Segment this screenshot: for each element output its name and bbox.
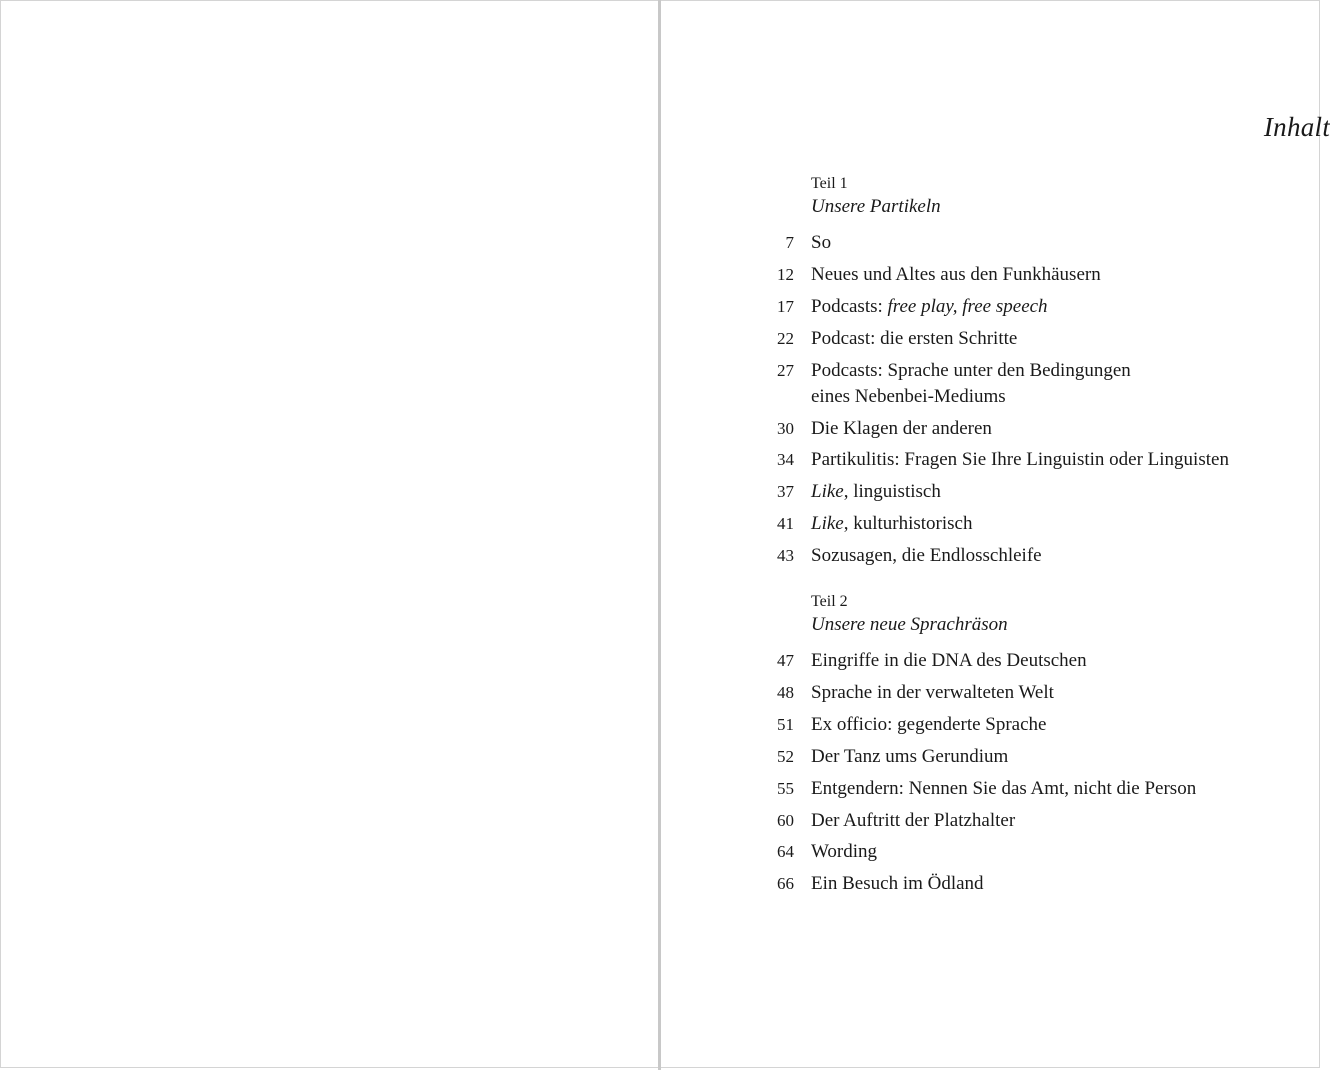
toc-page-number: 51 xyxy=(777,714,794,734)
toc-title-text: Ein Besuch im Ödland xyxy=(811,873,984,895)
toc-entry-title xyxy=(811,294,1241,320)
toc-entry-title xyxy=(811,839,1241,865)
toc-title-italic: Like xyxy=(811,513,844,535)
part-name: Unsere neue Sprachräson xyxy=(811,614,1008,635)
toc-page-number: 37 xyxy=(777,482,794,502)
toc-page-number: 22 xyxy=(777,328,794,348)
toc-entry-title xyxy=(811,808,1241,834)
toc-entry-title xyxy=(811,712,1241,738)
toc-title-text: Die Klagen der anderen xyxy=(811,417,992,439)
toc-page-number: 17 xyxy=(777,296,794,316)
toc-page-number: 66 xyxy=(777,874,794,894)
toc-title-text: So xyxy=(811,232,832,253)
toc-title-text: Wording xyxy=(811,841,878,863)
toc-page-number: 47 xyxy=(777,651,794,670)
toc-entry-title xyxy=(811,479,1241,505)
toc-entry-title xyxy=(811,447,1241,473)
toc-entry-title xyxy=(811,511,1241,537)
toc-entry-title xyxy=(811,744,1241,770)
toc-entry-title xyxy=(811,776,1241,802)
toc-page-number: 43 xyxy=(777,546,794,566)
toc-page-number: 55 xyxy=(777,778,794,798)
part-name: Unsere Partikeln xyxy=(811,196,941,217)
toc-title-text: Podcasts: Sprache unter den Bedingungen xyxy=(811,359,1131,381)
toc-page-number: 27 xyxy=(777,360,794,380)
toc-title-text: Der Tanz ums Gerundium xyxy=(811,745,1009,767)
toc-title-text: Podcasts: xyxy=(811,295,888,317)
toc-entry-title xyxy=(811,871,1241,897)
toc-title-text: Neues und Altes aus den Funkhäusern xyxy=(811,263,1101,285)
toc-title-continuation: eines Nebenbei-Mediums xyxy=(811,385,1006,407)
part-label: Teil 1 xyxy=(811,175,848,192)
toc-title-text: Eingriffe in die DNA des Deutschen xyxy=(811,650,1087,671)
toc-entry-title xyxy=(811,680,1241,706)
toc-entry-title xyxy=(811,416,1241,442)
toc-title-italic: Like xyxy=(811,481,844,503)
toc-title-text: Entgendern: Nennen Sie das Amt, nicht die Person xyxy=(811,777,1197,799)
toc-page-number: 48 xyxy=(777,682,794,702)
toc-title-text: Sozusagen, die Endlosschleife xyxy=(811,545,1042,567)
page-gutter xyxy=(658,0,661,1070)
toc-title-italic: free play, free speech xyxy=(887,295,1048,317)
left-page-blank xyxy=(0,0,661,1068)
toc-page-number: 52 xyxy=(777,746,794,766)
toc-title-text: , kulturhistorisch xyxy=(843,513,973,535)
toc-entry-title xyxy=(811,358,1241,410)
toc-page-number: 30 xyxy=(777,418,794,438)
toc-page-number: 12 xyxy=(777,264,794,284)
part-label: Teil 2 xyxy=(811,593,848,610)
toc-page-number: 7 xyxy=(785,233,794,252)
toc-page-number: 41 xyxy=(777,514,794,534)
toc-entry-title xyxy=(811,230,1241,256)
toc-page-number: 64 xyxy=(777,842,794,862)
toc-title-text: Ex officio: gegenderte Sprache xyxy=(811,713,1047,735)
toc-title: Inhalt xyxy=(1263,112,1330,142)
toc-entry-title xyxy=(811,326,1241,352)
toc-entry-title xyxy=(811,262,1241,288)
toc-title-text: Sprache in der verwalteten Welt xyxy=(811,681,1054,703)
toc-entry-title xyxy=(811,543,1241,569)
toc-title-text: , linguistisch xyxy=(843,481,941,503)
part-heading xyxy=(811,592,1008,638)
toc-page-number: 34 xyxy=(777,450,794,470)
toc-title-text: Der Auftritt der Platzhalter xyxy=(811,809,1016,831)
toc-title-text: Partikulitis: Fragen Sie Ihre Linguistin oder Linguisten xyxy=(811,449,1229,471)
toc-page-number: 60 xyxy=(777,810,794,830)
toc-entry-title xyxy=(811,648,1241,674)
part-heading xyxy=(811,174,941,220)
toc-title-text: Podcast: die ersten Schritte xyxy=(811,327,1018,349)
